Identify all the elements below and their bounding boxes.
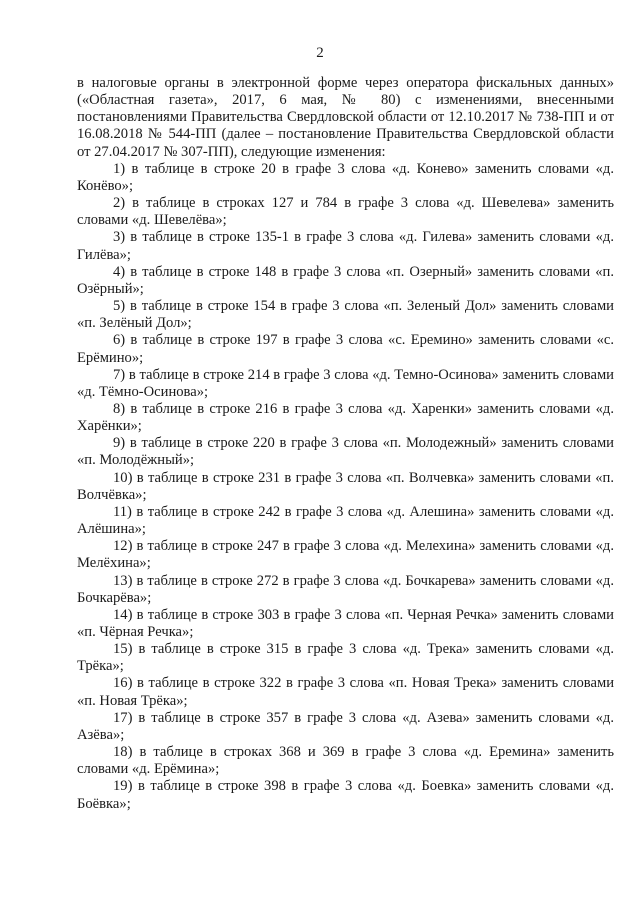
list-item: 12) в таблице в строке 247 в графе 3 слова «д. Мелехина» заменить словами «д. Мелёхина»; (77, 538, 614, 572)
list-item: 7) в таблице в строке 214 в графе 3 слова «д. Темно-Осинова» заменить словами «д. Тёмно-Осинова»; (77, 366, 614, 400)
list-item: 8) в таблице в строке 216 в графе 3 слова «д. Харенки» заменить словами «д. Харёнки»; (77, 400, 614, 435)
list-item: 18) в таблице в строках 368 и 369 в графе 3 слова «д. Еремина» заменить словами «д. Ерёмина»; (77, 744, 614, 778)
list-item: 10) в таблице в строке 231 в графе 3 слова «п. Волчевка» заменить словами «п. Волчёвка»; (77, 469, 614, 503)
list-item: 6) в таблице в строке 197 в графе 3 слова «с. Еремино» заменить словами «с. Ерёмино»; (77, 332, 614, 366)
list-item: 14) в таблице в строке 303 в графе 3 слова «п. Черная Речка» заменить словами «п. Чёрная Речка»; (77, 606, 614, 640)
list-item: 13) в таблице в строке 272 в графе 3 слова «д. Бочкарева» заменить словами «д. Бочкарёва»; (77, 572, 614, 606)
list-item: 3) в таблице в строке 135-1 в графе 3 слова «д. Гилева» заменить словами «д. Гилёва»; (77, 229, 614, 263)
list-item: 4) в таблице в строке 148 в графе 3 слова «п. Озерный» заменить словами «п. Озёрный»; (77, 263, 614, 297)
list-item: 9) в таблице в строке 220 в графе 3 слова «п. Молодежный» заменить словами «п. Молодёжный»; (77, 435, 614, 469)
list-item: 16) в таблице в строке 322 в графе 3 слова «п. Новая Трека» заменить словами «п. Новая Трёка»; (77, 675, 614, 709)
list-item: 2) в таблице в строках 127 и 784 в графе 3 слова «д. Шевелева» заменить словами «д. Шевелёва»; (77, 195, 614, 229)
list-item: 19) в таблице в строке 398 в графе 3 слова «д. Боевка» заменить словами «д. Боёвка»; (77, 778, 614, 812)
list-item: 5) в таблице в строке 154 в графе 3 слова «п. Зеленый Дол» заменить словами «п. Зелёный Дол»; (77, 298, 614, 332)
intro-paragraph: в налоговые органы в электронной форме через оператора фискальных данных» («Областная газета», 2017, 6 мая, № 80) с изменениями, внесенными постановлениями Правительства Свердловской области от 12.10.2017 № 738-ПП и от 16.08.2018 № 544-ПП (далее – постановление Правительства Свердловской области от 27.04.2017 № 307-ПП), следующие изменения: (77, 75, 614, 160)
document-body (77, 75, 614, 813)
list-item: 15) в таблице в строке 315 в графе 3 слова «д. Трека» заменить словами «д. Трёка»; (77, 641, 614, 675)
page-number: 2 (316, 45, 324, 61)
list-item: 17) в таблице в строке 357 в графе 3 слова «д. Азева» заменить словами «д. Азёва»; (77, 709, 614, 743)
list-item: 11) в таблице в строке 242 в графе 3 слова «д. Алешина» заменить словами «д. Алёшина»; (77, 503, 614, 538)
list-item: 1) в таблице в строке 20 в графе 3 слова «д. Конево» заменить словами «д. Конёво»; (77, 160, 614, 194)
